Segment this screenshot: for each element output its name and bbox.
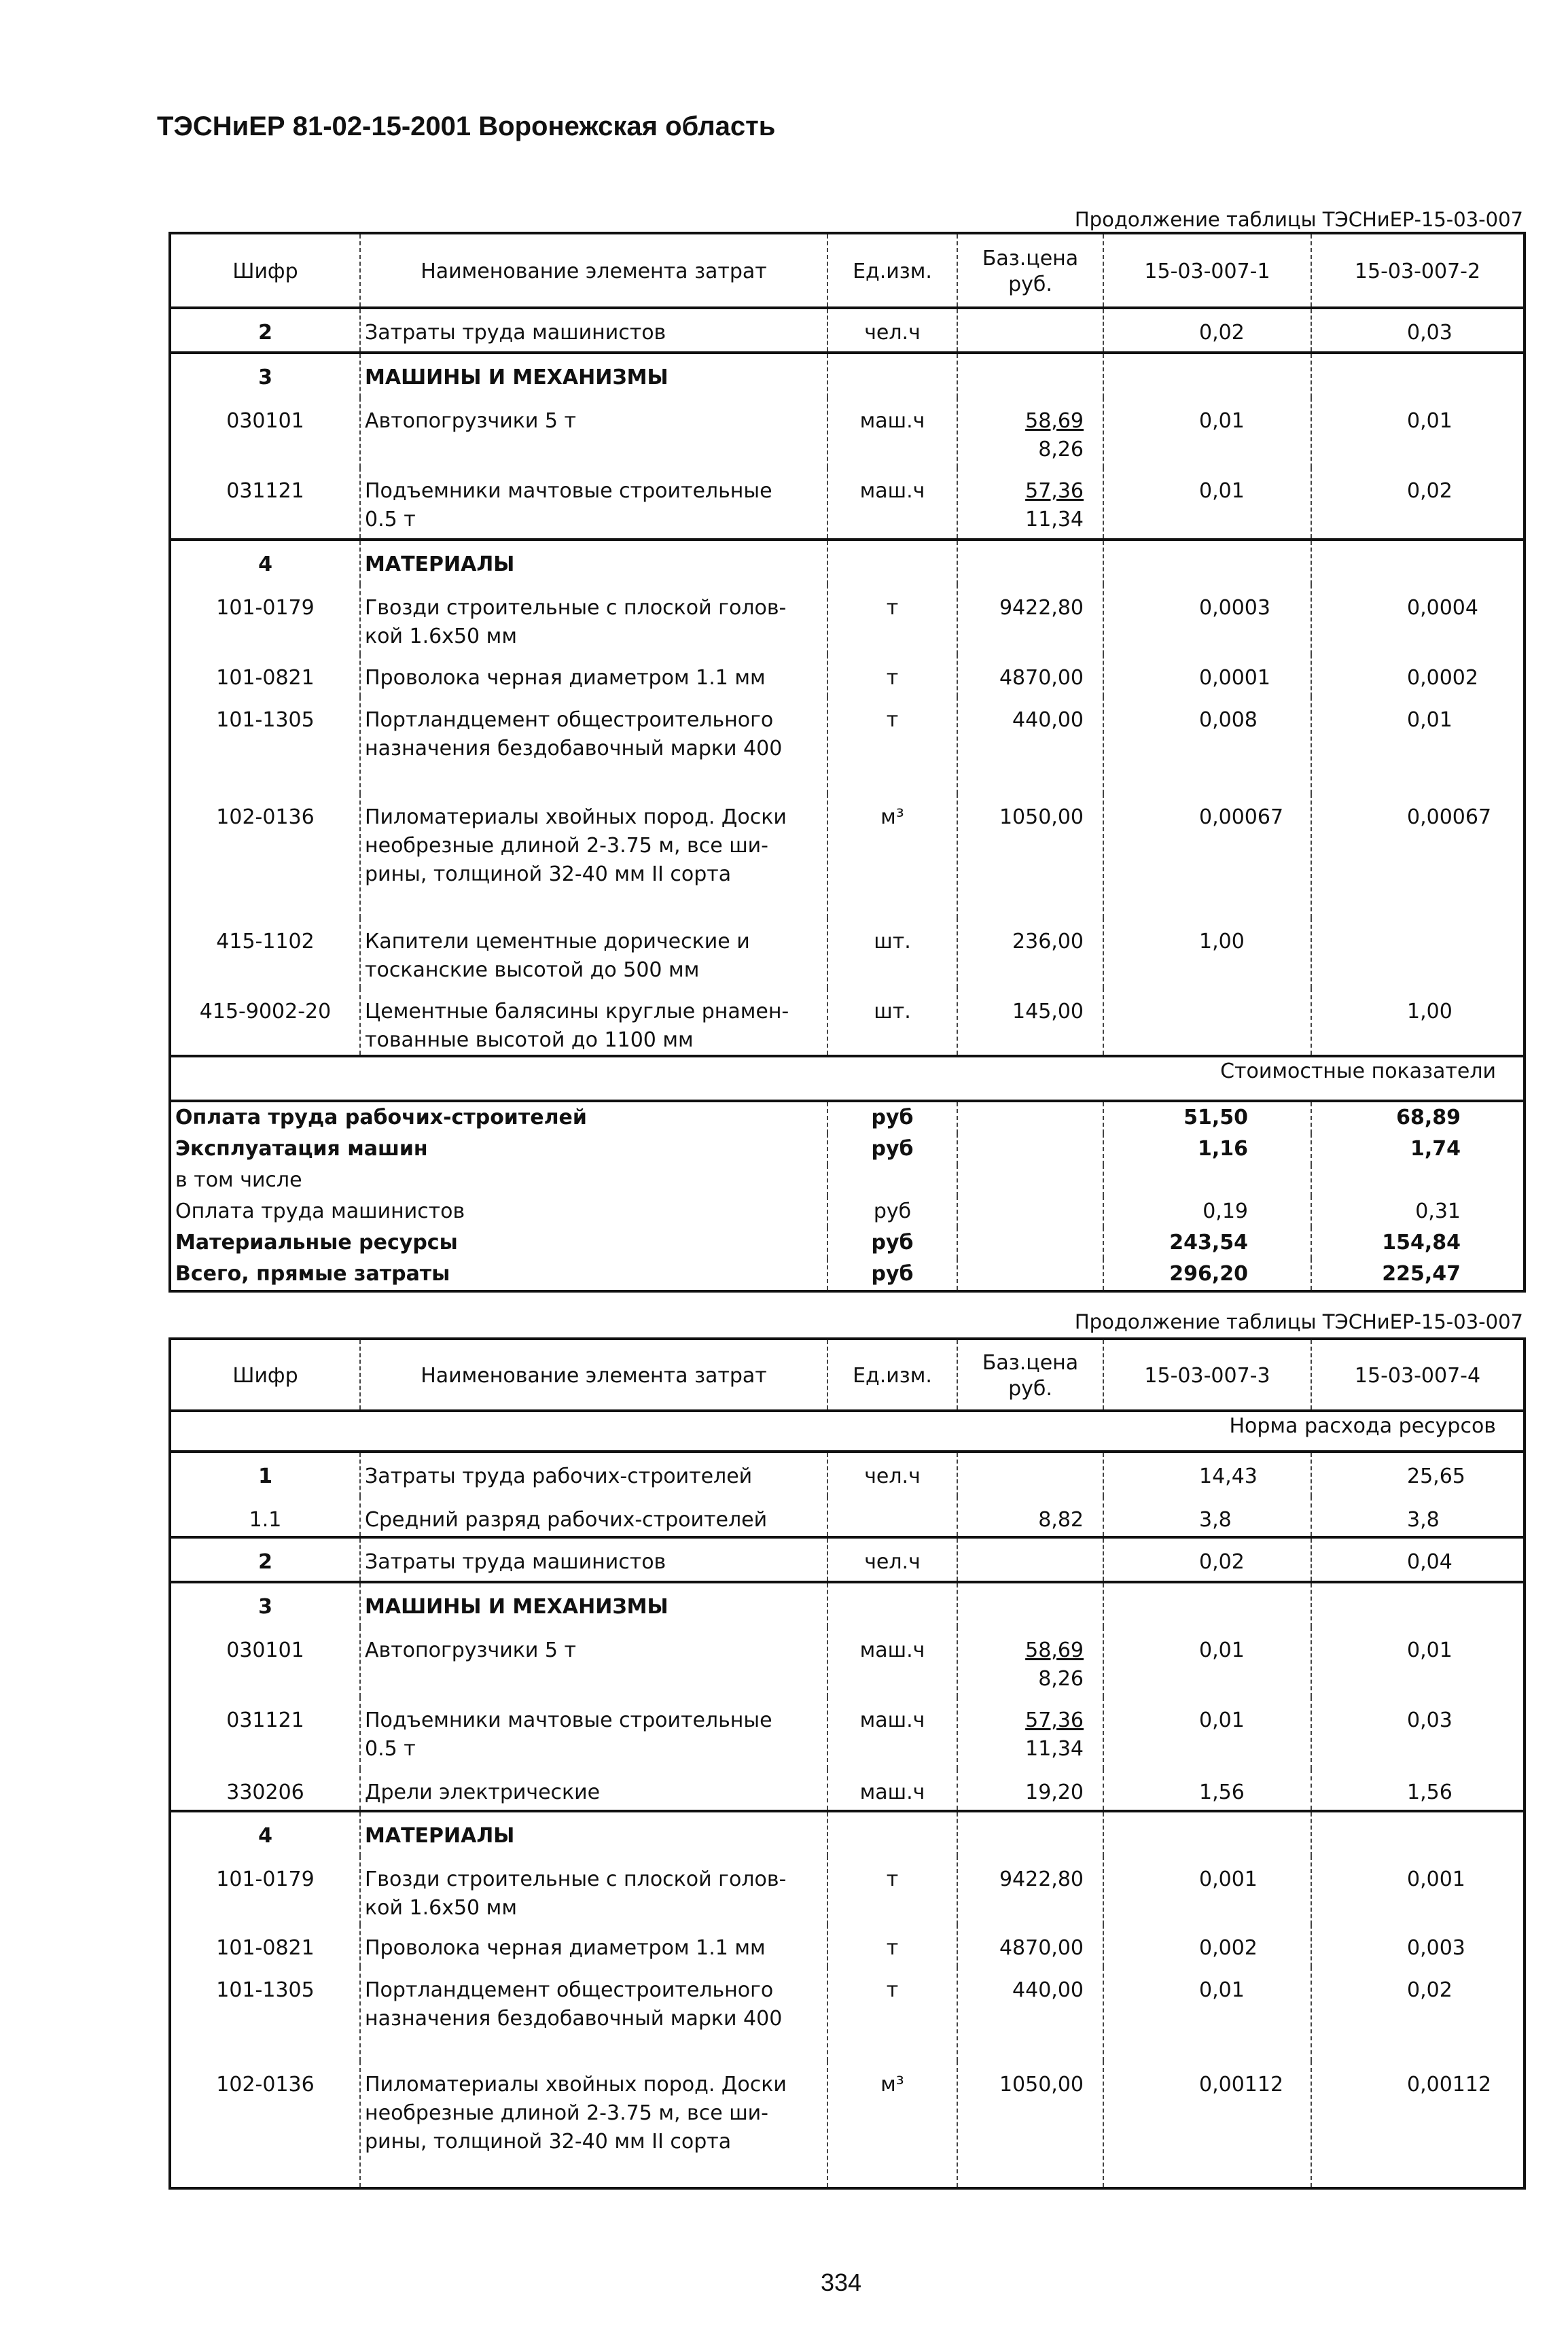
resource-code: 415-9002-20: [199, 1000, 332, 1023]
resource-code: 101-1305: [216, 708, 315, 732]
cost-price-cell: [957, 1165, 1103, 1196]
table-row: [170, 2061, 1525, 2188]
table1-caption: Продолжение таблицы ТЭСНиЕР-15-03-007: [1074, 208, 1523, 231]
base-price: [957, 1627, 1103, 1697]
norm-value-1: 0,001: [1103, 1856, 1311, 1925]
norm-section-header-row: [170, 1411, 1525, 1452]
base-price: [957, 1452, 1103, 1496]
table-row: [170, 654, 1525, 697]
cost-unit: руб: [827, 1134, 957, 1165]
resource-code: 3: [170, 1582, 360, 1627]
cost-value-1: 1,16: [1103, 1134, 1311, 1165]
norm-section-header: Норма расхода ресурсов: [170, 1411, 1525, 1452]
table-row: [170, 584, 1525, 654]
base-price-value: 1050,00: [999, 2073, 1084, 2097]
table-row: [170, 988, 1525, 1056]
norm-value-1: 0,01: [1103, 398, 1311, 468]
section-heading-row: [170, 540, 1525, 584]
resource-name: Капители цементные дорические и тосканские высотой до 500 мм: [360, 918, 827, 988]
base-price-wage: 11,34: [1025, 508, 1084, 531]
base-price-value: 19,20: [1025, 1781, 1084, 1804]
norm-value-1: 0,002: [1103, 1925, 1311, 1967]
unit: шт.: [827, 988, 957, 1056]
header-col-3: 15-03-007-3: [1103, 1339, 1311, 1411]
unit: т: [827, 1967, 957, 2061]
resource-name: Гвозди строительные с плоской голов- кой 1.6х50 мм: [360, 584, 827, 654]
resource-name: Цементные балясины круглые рнамен- тованные высотой до 1100 мм: [360, 988, 827, 1056]
norm-value-2: 0,003: [1311, 1925, 1525, 1967]
table-row: [170, 697, 1525, 794]
resource-name: Пиломатериалы хвойных пород. Доски необрезные длиной 2-3.75 м, все ши- рины, толщиной 32-40 мм II сорта: [360, 2061, 827, 2188]
norm-value-2: 1,00: [1311, 988, 1525, 1056]
norm-value-2: 0,01: [1311, 398, 1525, 468]
unit: т: [827, 1925, 957, 1967]
resource-code: 102-0136: [216, 2073, 315, 2097]
cost-value-1: 51,50: [1103, 1101, 1311, 1134]
cost-value-1: 0,19: [1103, 1196, 1311, 1227]
cost-name: Всего, прямые затраты: [175, 1262, 450, 1286]
cost-value-1: [1103, 1165, 1311, 1196]
norm-value-2: 0,01: [1311, 1627, 1525, 1697]
cost-value-1: 243,54: [1103, 1227, 1311, 1259]
norm-value-1: 3,8: [1103, 1496, 1311, 1537]
resource-name: Затраты труда рабочих-строителей: [360, 1452, 827, 1496]
cost-section-header-row: [170, 1056, 1525, 1101]
unit: т: [827, 697, 957, 794]
norm-value-1: 1,00: [1103, 918, 1311, 988]
base-price: [957, 1537, 1103, 1582]
cost-unit: руб: [827, 1101, 957, 1134]
section-heading-row: [170, 1582, 1525, 1627]
unit: т: [827, 654, 957, 697]
cost-value-1: 296,20: [1103, 1259, 1311, 1291]
resource-name: Портландцемент общестроительного назначения бездобавочный марки 400: [360, 697, 827, 794]
table-row: [170, 1496, 1525, 1537]
resource-name: Портландцемент общестроительного назначения бездобавочный марки 400: [360, 1967, 827, 2061]
unit: т: [827, 1856, 957, 1925]
base-price-wage: 11,34: [1025, 1737, 1084, 1761]
table-row: [170, 918, 1525, 988]
norm-value-1: 0,01: [1103, 1967, 1311, 2061]
resource-code: 101-1305: [216, 1978, 315, 2002]
resource-code: 415-1102: [216, 930, 315, 953]
unit: шт.: [827, 918, 957, 988]
norm-value-2: 0,04: [1311, 1537, 1525, 1582]
header-col-1: 15-03-007-1: [1103, 233, 1311, 308]
norm-value-1: 0,00112: [1103, 2061, 1311, 2188]
resource-code: 1.1: [249, 1508, 282, 1532]
section-title: МАШИНЫ И МЕХАНИЗМЫ: [360, 1582, 827, 1627]
norm-value-2: 0,02: [1311, 468, 1525, 540]
resource-name: Проволока черная диаметром 1.1 мм: [360, 1925, 827, 1967]
unit-cell: [827, 353, 957, 398]
norm-value-2: 0,001: [1311, 1856, 1525, 1925]
norm-value-2: 0,02: [1311, 1967, 1525, 2061]
norm-value-2: 1,56: [1311, 1769, 1525, 1811]
value-cell: [1311, 353, 1525, 398]
table-row: [170, 794, 1525, 918]
norm-value-2: [1311, 918, 1525, 988]
table-row: [170, 1967, 1525, 2061]
norm-value-2: 0,0002: [1311, 654, 1525, 697]
section-title: МАТЕРИАЛЫ: [360, 540, 827, 584]
resource-name: Средний разряд рабочих-строителей: [360, 1496, 827, 1537]
base-price-value: 145,00: [1012, 1000, 1084, 1023]
table-row: [170, 308, 1525, 353]
resource-code: 101-0179: [216, 1867, 315, 1891]
resource-name: Подъемники мачтовые строительные 0.5 т: [360, 1697, 827, 1769]
norm-value-2: 0,00112: [1311, 2061, 1525, 2188]
unit-cell: [827, 1811, 957, 1856]
norm-value-1: 0,00067: [1103, 794, 1311, 918]
header-unit: Ед.изм.: [827, 233, 957, 308]
table-row: [170, 398, 1525, 468]
header-code: Шифр: [232, 1364, 298, 1388]
value-cell: [1103, 540, 1311, 584]
unit: [827, 1496, 957, 1537]
header-col-4: 15-03-007-4: [1311, 1339, 1525, 1411]
cost-unit: руб: [827, 1259, 957, 1291]
resource-name: Затраты труда машинистов: [360, 1537, 827, 1582]
resource-name: Проволока черная диаметром 1.1 мм: [360, 654, 827, 697]
cost-row: [170, 1227, 1525, 1259]
resource-name: Автопогрузчики 5 т: [360, 398, 827, 468]
norm-value-1: 0,01: [1103, 1627, 1311, 1697]
resource-code: 1: [170, 1452, 360, 1496]
section-heading-row: [170, 353, 1525, 398]
table-row: [170, 1452, 1525, 1496]
base-price: [957, 308, 1103, 353]
document-title: ТЭСНиЕР 81-02-15-2001 Воронежская область: [157, 111, 776, 141]
base-price-total: 57,36: [1025, 479, 1084, 503]
value-cell: [1311, 1811, 1525, 1856]
norm-value-1: 0,0003: [1103, 584, 1311, 654]
cost-value-2: [1311, 1165, 1525, 1196]
resource-code: 330206: [226, 1781, 304, 1804]
norm-value-2: 0,00067: [1311, 794, 1525, 918]
resource-code: 4: [170, 540, 360, 584]
value-cell: [1103, 1811, 1311, 1856]
unit: маш.ч: [827, 398, 957, 468]
norm-value-1: 0,0001: [1103, 654, 1311, 697]
resource-code: 2: [170, 308, 360, 353]
cost-name: Оплата труда рабочих-строителей: [170, 1101, 827, 1134]
norm-value-2: 0,01: [1311, 697, 1525, 794]
cost-name: Эксплуатация машин: [175, 1137, 428, 1161]
base-price: [957, 1496, 1103, 1537]
base-price: [957, 654, 1103, 697]
unit: т: [827, 584, 957, 654]
unit: маш.ч: [827, 1627, 957, 1697]
value-cell: [1103, 1582, 1311, 1627]
cost-row: [170, 1196, 1525, 1227]
resource-code: 031121: [226, 1708, 304, 1732]
resource-code: 3: [170, 353, 360, 398]
base-price: [957, 988, 1103, 1056]
cost-price-cell: [957, 1259, 1103, 1291]
cost-price-cell: [957, 1196, 1103, 1227]
table-row: [170, 1537, 1525, 1582]
resource-name: Автопогрузчики 5 т: [360, 1627, 827, 1697]
base-price: [957, 1856, 1103, 1925]
base-price: [957, 1925, 1103, 1967]
base-price: [957, 468, 1103, 540]
base-price: [957, 398, 1103, 468]
section-title: МАШИНЫ И МЕХАНИЗМЫ: [360, 353, 827, 398]
norm-value-2: 25,65: [1311, 1452, 1525, 1496]
price-cell: [957, 1811, 1103, 1856]
base-price-value: 1050,00: [999, 805, 1084, 829]
base-price-wage: 8,26: [1038, 438, 1084, 461]
unit-cell: [827, 540, 957, 584]
table-row: [170, 1769, 1525, 1811]
unit: чел.ч: [827, 1452, 957, 1496]
header-unit: Ед.изм.: [827, 1339, 957, 1411]
resource-code: 2: [170, 1537, 360, 1582]
table-row: [170, 1627, 1525, 1697]
base-price-total: 58,69: [1025, 409, 1084, 433]
cost-row: [170, 1165, 1525, 1196]
base-price-value: 236,00: [1012, 930, 1084, 953]
base-price: [957, 918, 1103, 988]
norm-value-2: 0,03: [1311, 1697, 1525, 1769]
resource-table-1: [168, 232, 1526, 1293]
resource-name: Пиломатериалы хвойных пород. Доски необрезные длиной 2-3.75 м, все ши- рины, толщиной 32-40 мм II сорта: [360, 794, 827, 918]
cost-unit: [827, 1165, 957, 1196]
cost-row: [170, 1134, 1525, 1165]
norm-value-1: 0,02: [1103, 1537, 1311, 1582]
cost-row: [170, 1259, 1525, 1291]
unit: м³: [827, 2061, 957, 2188]
value-cell: [1311, 1582, 1525, 1627]
norm-value-1: 0,01: [1103, 468, 1311, 540]
header-col-2: 15-03-007-2: [1311, 233, 1525, 308]
base-price-value: 4870,00: [999, 1936, 1084, 1960]
page-number: 334: [820, 2268, 862, 2296]
base-price-total: 58,69: [1025, 1638, 1084, 1662]
unit: чел.ч: [827, 308, 957, 353]
header-price: Баз.цена руб.: [957, 233, 1103, 308]
base-price: [957, 2061, 1103, 2188]
table-row: [170, 1925, 1525, 1967]
unit: чел.ч: [827, 1537, 957, 1582]
resource-code: 030101: [226, 409, 304, 433]
base-price: [957, 1697, 1103, 1769]
section-title: МАТЕРИАЛЫ: [360, 1811, 827, 1856]
cost-row: [170, 1101, 1525, 1134]
resource-name: Затраты труда машинистов: [360, 308, 827, 353]
resource-code: 4: [170, 1811, 360, 1856]
norm-value-1: 0,01: [1103, 1697, 1311, 1769]
base-price-value: 8,82: [1038, 1508, 1084, 1532]
value-cell: [1311, 540, 1525, 584]
cost-value-2: 68,89: [1311, 1101, 1525, 1134]
header-code: Шифр: [232, 260, 298, 283]
cost-value-2: 154,84: [1311, 1227, 1525, 1259]
cost-value-2: 1,74: [1311, 1134, 1525, 1165]
table2-caption: Продолжение таблицы ТЭСНиЕР-15-03-007: [1074, 1310, 1523, 1333]
base-price: [957, 1769, 1103, 1811]
base-price-value: 440,00: [1012, 708, 1084, 732]
cost-name: Оплата труда машинистов: [175, 1199, 465, 1223]
resource-code: 101-0821: [216, 1936, 315, 1960]
cost-price-cell: [957, 1134, 1103, 1165]
norm-value-1: 0,008: [1103, 697, 1311, 794]
base-price-value: 4870,00: [999, 666, 1084, 690]
resource-code: 101-0179: [216, 596, 315, 620]
norm-value-2: 0,03: [1311, 308, 1525, 353]
resource-table-2: [168, 1337, 1526, 2190]
norm-value-1: 1,56: [1103, 1769, 1311, 1811]
base-price: [957, 1967, 1103, 2061]
header-name: Наименование элемента затрат: [360, 233, 827, 308]
unit: маш.ч: [827, 468, 957, 540]
resource-code: 102-0136: [216, 805, 315, 829]
section-heading-row: [170, 1811, 1525, 1856]
table-row: [170, 468, 1525, 540]
cost-price-cell: [957, 1227, 1103, 1259]
base-price-value: 9422,80: [999, 596, 1084, 620]
cost-value-2: 225,47: [1311, 1259, 1525, 1291]
cost-unit: руб: [827, 1227, 957, 1259]
table-row: [170, 1856, 1525, 1925]
header-name: Наименование элемента затрат: [360, 1339, 827, 1411]
base-price-total: 57,36: [1025, 1708, 1084, 1732]
resource-name: Дрели электрические: [360, 1769, 827, 1811]
resource-name: Подъемники мачтовые строительные 0.5 т: [360, 468, 827, 540]
cost-unit: руб: [827, 1196, 957, 1227]
resource-code: 031121: [226, 479, 304, 503]
cost-name: в том числе: [175, 1168, 302, 1192]
base-price: [957, 794, 1103, 918]
base-price-value: 440,00: [1012, 1978, 1084, 2002]
price-cell: [957, 353, 1103, 398]
table-row: [170, 1697, 1525, 1769]
resource-code: 101-0821: [216, 666, 315, 690]
resource-code: 030101: [226, 1638, 304, 1662]
cost-name: Материальные ресурсы: [175, 1231, 458, 1255]
norm-value-2: 0,0004: [1311, 584, 1525, 654]
resource-name: Гвозди строительные с плоской голов- кой 1.6х50 мм: [360, 1856, 827, 1925]
norm-value-1: [1103, 988, 1311, 1056]
norm-value-1: 0,02: [1103, 308, 1311, 353]
value-cell: [1103, 353, 1311, 398]
norm-value-1: 14,43: [1103, 1452, 1311, 1496]
unit-cell: [827, 1582, 957, 1627]
norm-value-2: 3,8: [1311, 1496, 1525, 1537]
price-cell: [957, 1582, 1103, 1627]
header-price: Баз.цена руб.: [957, 1339, 1103, 1411]
base-price: [957, 584, 1103, 654]
base-price-value: 9422,80: [999, 1867, 1084, 1891]
unit: маш.ч: [827, 1769, 957, 1811]
cost-section-header: Стоимостные показатели: [170, 1056, 1525, 1101]
cost-price-cell: [957, 1101, 1103, 1134]
base-price-wage: 8,26: [1038, 1667, 1084, 1691]
cost-value-2: 0,31: [1311, 1196, 1525, 1227]
base-price: [957, 697, 1103, 794]
price-cell: [957, 540, 1103, 584]
unit: м³: [827, 794, 957, 918]
unit: маш.ч: [827, 1697, 957, 1769]
